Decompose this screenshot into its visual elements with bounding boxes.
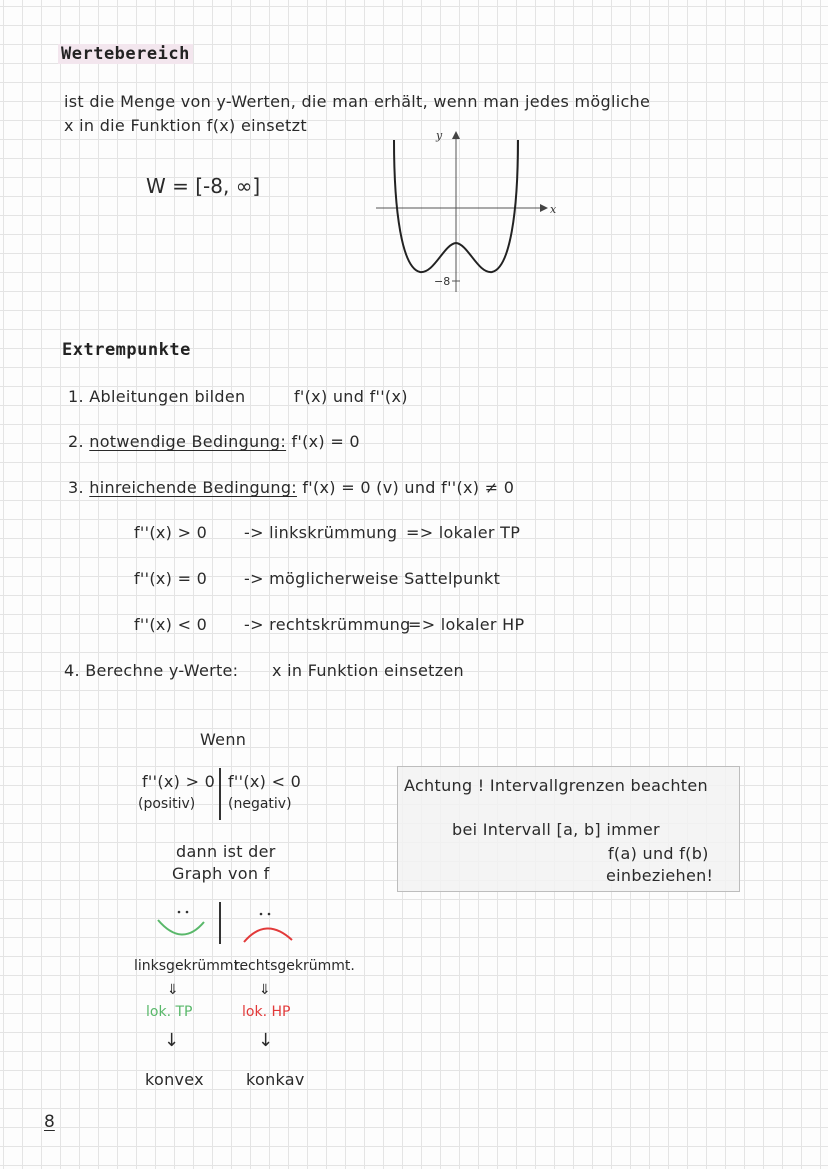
diagram-divider-top bbox=[219, 768, 221, 820]
diagram-dann-line2: Graph von f bbox=[172, 864, 270, 883]
case1-condition: f''(x) > 0 bbox=[134, 523, 208, 542]
note-line1: bei Intervall [a, b] immer bbox=[452, 820, 660, 839]
wertebereich-heading: Wertebereich bbox=[58, 44, 193, 64]
diagram-right-arrow: ↓ bbox=[258, 1030, 274, 1051]
step3 bbox=[68, 478, 514, 497]
page-number: 8 bbox=[44, 1112, 55, 1132]
case2-result: -> möglicherweise Sattelpunkt bbox=[244, 569, 501, 588]
concave-eye-left bbox=[260, 913, 263, 916]
convex-eye-left bbox=[178, 911, 181, 914]
minimum-label: −8 bbox=[434, 275, 451, 288]
case1-result: -> linkskrümmung bbox=[244, 523, 398, 542]
diagram-right-double-arrow: ⇓ bbox=[259, 982, 271, 998]
case3-condition: f''(x) < 0 bbox=[134, 615, 208, 634]
note-line3: einbeziehen! bbox=[606, 866, 714, 885]
diagram-right-shape: rechtsgekrümmt. bbox=[234, 958, 355, 974]
step3-number: 3. bbox=[68, 478, 84, 497]
diagram-left-sign: (positiv) bbox=[138, 796, 196, 812]
note-title: Achtung ! Intervallgrenzen beachten bbox=[404, 776, 708, 795]
step1-lead: 1. Ableitungen bilden bbox=[68, 387, 246, 406]
diagram-right-sign: (negativ) bbox=[228, 796, 292, 812]
diagram-right-result: konkav bbox=[246, 1070, 305, 1089]
diagram-left-extremum: lok. TP bbox=[146, 1004, 193, 1020]
wertebereich-formula: W = [-8, ∞] bbox=[146, 174, 261, 198]
wertebereich-definition-line2: x in die Funktion f(x) einsetzt bbox=[64, 116, 307, 135]
diagram-wenn: Wenn bbox=[200, 730, 247, 749]
case1-extra: => lokaler TP bbox=[406, 523, 521, 542]
case3-extra: => lokaler HP bbox=[408, 615, 525, 634]
x-axis-arrow bbox=[540, 204, 548, 212]
step3-expr: f'(x) = 0 (v) und f''(x) ≠ 0 bbox=[302, 478, 515, 497]
function-graph bbox=[370, 122, 580, 302]
convex-eye-right bbox=[186, 911, 189, 914]
wertebereich-definition-line1: ist die Menge von y-Werten, die man erhält, wenn man jedes mögliche bbox=[64, 92, 651, 111]
step4-expr: x in Funktion einsetzen bbox=[272, 661, 465, 680]
case2-condition: f''(x) = 0 bbox=[134, 569, 208, 588]
case3-result: -> rechtskrümmung bbox=[244, 615, 411, 634]
step2-expr: f'(x) = 0 bbox=[291, 432, 360, 451]
step2-label: notwendige Bedingung: bbox=[89, 432, 287, 451]
diagram-left-shape: linksgekrümmt. bbox=[134, 958, 244, 974]
y-axis-arrow bbox=[452, 131, 460, 139]
step2 bbox=[68, 432, 360, 451]
concave-eye-right bbox=[268, 913, 271, 916]
x-axis-label: x bbox=[550, 203, 557, 216]
concave-curve bbox=[244, 928, 292, 942]
step3-label: hinreichende Bedingung: bbox=[89, 478, 297, 497]
diagram-left-result: konvex bbox=[145, 1070, 204, 1089]
step1-expr: f'(x) und f''(x) bbox=[294, 387, 408, 406]
diagram-right-condition: f''(x) < 0 bbox=[228, 772, 302, 791]
step2-number: 2. bbox=[68, 432, 84, 451]
note-line2: f(a) und f(b) bbox=[608, 844, 709, 863]
diagram-left-arrow: ↓ bbox=[164, 1030, 180, 1051]
diagram-dann-line1: dann ist der bbox=[176, 842, 276, 861]
extrempunkte-heading: Extrempunkte bbox=[62, 340, 191, 360]
y-axis-label: y bbox=[436, 129, 443, 142]
step4-lead: 4. Berechne y-Werte: bbox=[64, 661, 239, 680]
diagram-right-extremum: lok. HP bbox=[242, 1004, 291, 1020]
diagram-left-condition: f''(x) > 0 bbox=[142, 772, 216, 791]
convex-curve bbox=[158, 920, 204, 935]
curvature-sketch bbox=[150, 898, 310, 948]
diagram-left-double-arrow: ⇓ bbox=[167, 982, 179, 998]
